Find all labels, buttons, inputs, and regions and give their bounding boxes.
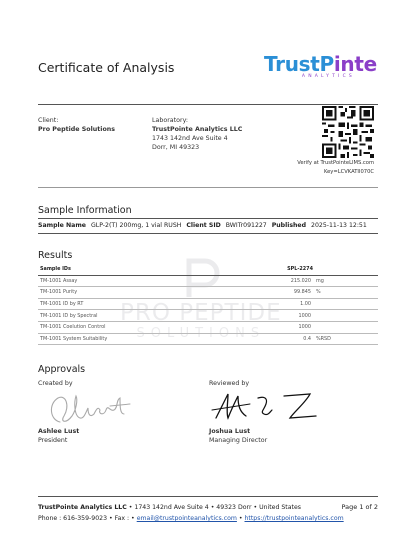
table-row bbox=[38, 287, 378, 299]
footer-email-link[interactable]: email@trustpointeanalytics.com bbox=[136, 515, 237, 522]
test-unit: mg bbox=[313, 275, 378, 287]
results-table bbox=[38, 264, 378, 345]
laboratory-label: Laboratory: bbox=[152, 117, 188, 124]
results-column-header: Sample IDs bbox=[38, 264, 279, 275]
sample-id-link[interactable]: SPL-2274 bbox=[279, 264, 313, 275]
logo-text-accent: inte bbox=[333, 52, 377, 76]
test-value: 0.4 bbox=[279, 333, 313, 345]
footer-divider bbox=[38, 496, 378, 497]
sample-information-row bbox=[38, 222, 370, 229]
sample-name-value: GLP-2(T) 200mg, 1 vial RUSH bbox=[90, 222, 182, 229]
footer-website-link[interactable]: https://trustpointeanalytics.com bbox=[244, 515, 344, 522]
creator-title: President bbox=[38, 437, 68, 444]
watermark-line-1: PRO PEPTIDE bbox=[120, 300, 282, 326]
footer-company: TrustPointe Analytics LLC bbox=[38, 504, 127, 511]
test-value: 215.020 bbox=[279, 275, 313, 287]
verify-url[interactable]: Verify at TrustPointeLIMS.com bbox=[297, 160, 374, 166]
reviewed-by-label: Reviewed by bbox=[209, 380, 250, 387]
test-value: 1000 bbox=[279, 310, 313, 322]
test-unit: %RSD bbox=[313, 333, 378, 345]
test-value: 1000 bbox=[279, 321, 313, 333]
results-header-row bbox=[38, 264, 378, 275]
page-number: Page 1 of 2 bbox=[341, 503, 378, 511]
test-name: TM-1001 Purity bbox=[38, 287, 279, 299]
approvals-heading: Approvals bbox=[38, 364, 86, 375]
results-heading: Results bbox=[38, 250, 73, 261]
test-unit bbox=[313, 298, 378, 310]
page-title: Certificate of Analysis bbox=[38, 60, 175, 75]
table-row bbox=[38, 275, 378, 287]
reviewer-signature bbox=[210, 390, 330, 424]
footer-contact-line bbox=[38, 515, 344, 522]
logo-subtitle: ANALYTICS bbox=[301, 74, 355, 79]
created-by-label: Created by bbox=[38, 380, 73, 387]
test-name: TM-1001 System Suitability bbox=[38, 333, 279, 345]
client-label: Client: bbox=[38, 117, 59, 124]
test-name: TM-1001 ID by Spectral bbox=[38, 310, 279, 322]
table-row bbox=[38, 333, 378, 345]
laboratory-name: TrustPointe Analytics LLC bbox=[152, 126, 243, 133]
watermark-line-2: SOLUTIONS bbox=[136, 326, 266, 341]
published-value: 2025-11-13 12:51 bbox=[311, 222, 367, 229]
verification-qr-code[interactable] bbox=[322, 106, 374, 158]
footer-address-line bbox=[38, 504, 301, 511]
sample-info-top-rule bbox=[38, 218, 378, 219]
test-name: TM-1001 Assay bbox=[38, 275, 279, 287]
footer-phone: Phone : 616-359-9023 • Fax : • bbox=[38, 515, 137, 522]
header-divider bbox=[38, 104, 378, 105]
table-row bbox=[38, 310, 378, 322]
logo-text: TrustP bbox=[264, 52, 334, 76]
footer-separator: • bbox=[236, 515, 245, 522]
test-value: 99.845 bbox=[279, 287, 313, 299]
test-unit bbox=[313, 310, 378, 322]
trustpointe-logo bbox=[264, 52, 377, 79]
test-name: TM-1001 ID by RT bbox=[38, 298, 279, 310]
reviewer-title: Managing Director bbox=[209, 437, 268, 444]
sample-info-bottom-rule bbox=[38, 233, 378, 234]
verify-key: Key=LCVKATII070C bbox=[323, 169, 374, 175]
client-sid-label: Client SID bbox=[186, 222, 221, 229]
reviewer-name: Joshua Lust bbox=[209, 428, 251, 435]
test-name: TM-1001 Coelution Control bbox=[38, 321, 279, 333]
laboratory-address-1: 1743 142nd Ave Suite 4 bbox=[152, 135, 228, 142]
test-unit bbox=[313, 321, 378, 333]
test-value: 1.00 bbox=[279, 298, 313, 310]
creator-name: Ashlee Lust bbox=[38, 428, 80, 435]
footer-address: • 1743 142nd Ave Suite 4 • 49323 Dorr • United States bbox=[126, 504, 301, 511]
client-name: Pro Peptide Solutions bbox=[38, 126, 115, 133]
client-sid-value: BWITr091227 bbox=[225, 222, 267, 229]
sample-name-label: Sample Name bbox=[38, 222, 86, 229]
client-section-divider bbox=[38, 187, 378, 188]
creator-signature bbox=[46, 392, 146, 428]
sample-information-heading: Sample Information bbox=[38, 205, 132, 216]
table-row bbox=[38, 321, 378, 333]
published-label: Published bbox=[271, 222, 307, 229]
laboratory-address-2: Dorr, MI 49323 bbox=[152, 144, 200, 151]
test-unit: % bbox=[313, 287, 378, 299]
table-row bbox=[38, 298, 378, 310]
